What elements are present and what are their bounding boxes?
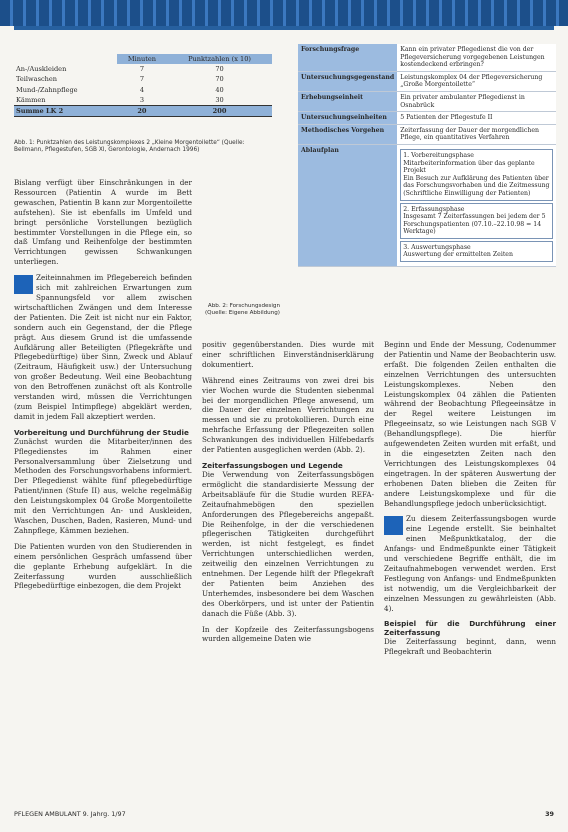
- paragraph: Zunächst wurden die Mitarbeiter/innen des Pflegedienstes im Rahmen einer Personalversammlung über Zielsetzung und Methoden des Forschungsvorhabens informiert. Der Pflegedienst wählte fünf pflegebedürftige Patient/innen (Stufe II) aus, welche regelmäßig den Leistungskomplex 04 Große Morgentoilette mit den Verrichtungen An- und Auskleiden, Waschen, Duschen, Baden, Rasieren, Mund- und Zahnpflege, Kämmen beziehen.: [14, 436, 192, 535]
- column-1: [14, 178, 192, 597]
- research-design-table: [298, 44, 556, 267]
- table-header: [14, 54, 272, 64]
- drop-cap-block: [384, 516, 403, 535]
- journal-name: PFLEGEN AMBULANT 9. Jahrg. 1/97: [14, 810, 126, 818]
- table-row: An-/Auskleiden 7 70: [16, 65, 224, 74]
- table-row: Mund-/Zahnpflege 4 40: [16, 85, 224, 94]
- table-row: Ablaufplan 1. Vorbereitungsphase Mitarbeiterinformation über das geplante Projekt Ein Besuch zur Aufklärung des Patienten über das Forschungsvorhaben und die Zeitmessung (Schriftliche Einwilligung der Patienten) 2. Erfassungsphase Insgesamt 7 Zeiterfassungen bei jedem der 5 Forschungspatienten (07.10.–22.10.98 = 14 Werktage) 3. Auswertungsphase Auswertung der ermittelten Zeiten: [298, 144, 556, 266]
- figure-2-caption: Abb. 2: Forschungsdesign (Quelle: Eigene Abbildung): [204, 303, 280, 316]
- paragraph: Zeiteinnahmen im Pflegebereich befinden sich mit zahlreichen Erwartungen zum Spannungsfeld vor allem zwischen wirtschaftlichen Zwängen und dem Interesse der Patienten. Die Zeit ist nicht nur ein Faktor, sondern auch ein Gegenstand, der die Pflege prägt. Aus diesem Grund ist die umfassende Aufklärung aller Beteiligten (Pflegekräfte und Pflegebedürftige) über Sinn, Zweck und Ablauf (Zeitraum, Häufigkeit usw.) der Untersuchung von großer Bedeutung. Weil eine Beobachtung von den Betroffenen zunächst oft als Kontrolle verstanden wird, müssen die Verrichtungen (zum Beispiel Intimpflege) abgeklärt werden, damit in jedem Fall akzeptiert werden.: [14, 273, 192, 421]
- paragraph: Während eines Zeitraums von zwei drei bis vier Wochen wurde die Studenten siebenmal bei der morgendlichen Pflege anwesend, um die Dauer der einzelnen Verrichtungen zu messen und sie zu protokollieren. Durch eine mehrfache Erfassung der Pflegezeiten sollen Schwankungen des individuellen Hilfebedarfs der Patienten ausgeglichen werden (Abb. 2).: [202, 375, 374, 455]
- table-row: Untersuchungseinheiten 5 Patienten der Pflegestufe II: [298, 112, 556, 125]
- paragraph: Zu diesem Zeiterfassungsbogen wurde eine Legende erstellt. Sie beinhaltet einen Meßpunktkatalog, der die Anfangs- und Endmeßpunkte einer Tätigkeit und verschiedene Begriffe enthält, die im Zeitaufnahmebogen verwendet werden. Erst Festlegung von Anfangs- und Endmeßpunkten ist notwendig, um die Vergleichbarkeit der einzelnen Messungen zu gewährleisten (Abb. 4).: [384, 514, 556, 613]
- paragraph: Beginn und Ende der Messung, Codenummer der Patientin und Name der Beobachterin usw. erfaßt. Die folgenden Zeilen enthalten die einzelnen Verrichtungen des untersuchten Leistungskomplexes. Neben den Leistungskomplex 04 zählen die Patienten während der Beobachtung Pflegeeinsätze in der Regel weitere Leistungen im Pflegeeinsatz, so wie Leistungen nach SGB V (Behandlungspflege). Die hierfür aufgewendeten Zeiten wurden mit erfaßt, und in die eingesetzten Zeiten nach den Verrichtungen des Leistungskomplexes 04 eingetragen. In der späteren Auswertung der erhobenen Daten blieben die Zeiten für andere Leistungskomplexe und für die Behandlungspflege jedoch unberücksichtigt.: [384, 340, 556, 508]
- phase-box: 3. Auswertungsphase Auswertung der ermittelten Zeiten: [400, 241, 553, 262]
- paragraph: In der Kopfzeile des Zeiterfassungsbogens wurden allgemeine Daten wie: [202, 624, 374, 644]
- column-2: [202, 340, 374, 650]
- col-minutes: Minuten: [117, 54, 167, 64]
- table-row: Forschungsfrage Kann ein privater Pflegedienst die von der Pflegeversicherung vorgegebenen Leistungen kostendeckend erbringen?: [298, 44, 556, 71]
- phase-box: 2. Erfassungsphase Insgesamt 7 Zeiterfassungen bei jedem der 5 Forschungspatienten (07.10.–22.10.98 = 14 Werktage): [400, 203, 553, 239]
- phase-box: 1. Vorbereitungsphase Mitarbeiterinformation über das geplante Projekt Ein Besuch zur Aufklärung des Patienten über das Forschungsvorhaben und die Zeitmessung (Schriftliche Einwilligung der Patienten): [400, 149, 553, 201]
- paragraph: Bislang verfügt über Einschränkungen in der Ressourcen (Patientin A wurde im Bett gewaschen, Patientin B kann zur Morgentoilette aufstehen). Sie ist ebenfalls im Umfeld und bringt persönliche Vorstellungen bezüglich bestimmter Vorstellungen in die Pflege ein, so daß Umfang und Reihenfolge der bestimmten Verrichtungen gewissen Schwankungen unterliegen.: [14, 178, 192, 267]
- paragraph: Die Zeiterfassung beginnt, dann, wenn Pflegekraft und Beobachterin: [384, 637, 556, 657]
- table-row: Teilwaschen 7 70: [16, 75, 224, 84]
- list-item: Insgesamt 7 Zeiterfassungen bei jedem der 5 Forschungspatienten (07.10.–22.10.98 = 14 Werktage): [403, 213, 546, 236]
- page-number: 39: [545, 810, 554, 818]
- header-bar: [0, 0, 568, 26]
- paragraph: Die Patienten wurden von den Studierenden in einem persönlichen Gespräch umfassend über die geplante Erhebung aufgeklärt. In die Zeiterfassung wurden ausschließlich Pflegebedürftige einbezogen, die dem Projekt: [14, 541, 192, 591]
- paragraph: positiv gegenüberstanden. Dies wurde mit einer schriftlichen Einverständniserklärung dokumentiert.: [202, 340, 374, 369]
- section-heading: Beispiel für die Durchführung einer Zeiterfassung: [384, 619, 556, 638]
- table-row: Methodisches Vorgehen Zeiterfassung der Dauer der morgendlichen Pflege, ein quantitatives Verfahren: [298, 124, 556, 144]
- page-footer: [14, 810, 554, 818]
- table-row: Untersuchungsgegenstand Leistungskomplex 04 der Pflegeversicherung „Große Morgentoilette“: [298, 71, 556, 91]
- section-heading: Zeiterfassungsbogen und Legende: [202, 460, 343, 470]
- list-item: Ein Besuch zur Aufklärung des Patienten über das Forschungsvorhaben und die Zeitmessung (Schriftliche Einwilligung der Patienten): [403, 174, 550, 197]
- table-sum-row: Summe LK 2 20 200: [14, 106, 272, 117]
- paragraph: Die Verwendung von Zeiterfassungsbögen ermöglicht die standardisierte Messung der Arbeitsabläufe für die Studie wurden REFA-Zeitaufnahmebögen den speziellen Anforderungen des Pflegebereichs angepaßt. Die Reihenfolge, in der die verschiedenen pflegerischen Tätigkeiten durchgeführt werden, ist nicht festgelegt, es findet Verrichtungen unterschiedlichen werden, zeitweilig den einzelnen Verrichtungen zu entnehmen. Der Legende hilft der Pflegekraft der Patienten beim Anziehen des Unterhemdes, insbesondere bei dem Waschen des Oberkörpers, und ist unter der Patientin danach die Füße (Abb. 3).: [202, 469, 374, 618]
- col-points: Punktzahlen (x 10): [167, 54, 272, 64]
- table-row: Kämmen 3 30: [16, 95, 224, 104]
- section-heading: Vorbereitung und Durchführung der Studie: [14, 427, 189, 437]
- table-row: Erhebungseinheit Ein privater ambulanter Pflegedienst in Osnabrück: [298, 91, 556, 111]
- points-table: [14, 54, 272, 117]
- column-3: [384, 340, 556, 663]
- header-rule: [14, 26, 554, 30]
- list-item: Auswertung der ermittelten Zeiten: [403, 251, 513, 259]
- figure-1-caption: Abb. 1: Punktzahlen des Leistungskomplexes 2 „Kleine Morgentoilette“ (Quelle: Bellmann, Pflegestufen, SGB XI, Gerontologie, Andernach 1996): [14, 140, 245, 154]
- drop-cap-block: [14, 275, 33, 294]
- list-item: Mitarbeiterinformation über das geplante Projekt: [403, 159, 535, 175]
